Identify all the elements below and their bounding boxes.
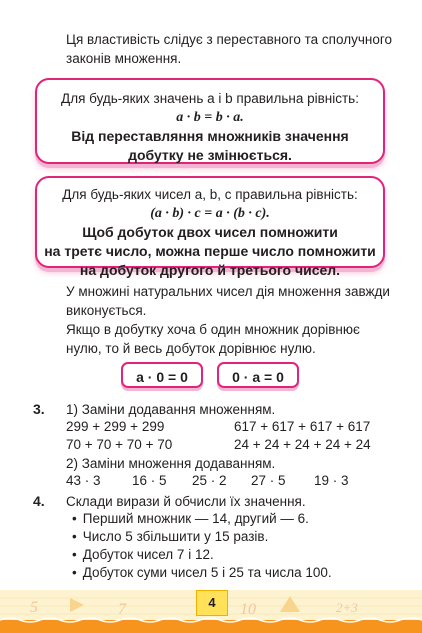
svg-text:10: 10 xyxy=(240,601,256,618)
rule-statement: Для будь-яких чисел a, b, c правильна рівність: xyxy=(62,187,358,202)
expression: 27 · 5 xyxy=(251,473,286,488)
rule-formula: a · b = b · a. xyxy=(176,110,244,125)
intro-text: Ця властивість слідує з переставного та сполучного законів множення. xyxy=(66,32,392,66)
expression: 25 · 2 xyxy=(192,473,227,488)
rule-box-commutative xyxy=(35,78,385,164)
expression: 70 + 70 + 70 + 70 xyxy=(66,437,173,452)
exercise-number-3: 3. xyxy=(33,401,45,417)
exercise-4-task: Склади вирази й обчисли їх значення. xyxy=(66,494,306,509)
svg-text:5: 5 xyxy=(30,599,38,616)
paragraph-natural-numbers: У множині натуральних чисел дія множення завжди виконується. xyxy=(66,284,390,318)
list-item: • Перший множник — 14, другий — 6. xyxy=(72,511,309,526)
expression: 617 + 617 + 617 + 617 xyxy=(234,419,371,434)
rule-text-line1: Щоб добуток двох чисел помножити xyxy=(82,224,338,240)
list-item: • Добуток чисел 7 і 12. xyxy=(72,547,214,562)
expression: 43 · 3 xyxy=(66,473,101,488)
page-number: 4 xyxy=(196,590,228,616)
list-item: • Число 5 збільшити у 15 разів. xyxy=(72,529,268,544)
expression: 16 · 5 xyxy=(132,473,167,488)
zero-rule-formula-2: 0 · a = 0 xyxy=(217,362,299,388)
exercise-3-task-2: 2) Заміни множення додаванням. xyxy=(66,456,276,471)
expression: 24 + 24 + 24 + 24 + 24 xyxy=(234,437,371,452)
rule-formula: (a · b) · c = a · (b · c). xyxy=(150,206,270,221)
rule-text-line1: Від переставляння множників значення xyxy=(71,128,349,144)
list-item: • Добуток суми чисел 5 і 25 та числа 100. xyxy=(72,565,332,580)
exercise-number-4: 4. xyxy=(33,493,45,509)
exercise-3-task-1: 1) Заміни додавання множенням. xyxy=(66,402,276,417)
expression: 19 · 3 xyxy=(314,473,349,488)
rule-text-line3: на добуток другого й третього чисел. xyxy=(79,262,341,278)
rule-statement: Для будь-яких значень a і b правильна рівність: xyxy=(61,91,359,106)
rule-text-line2: на третє число, можна перше число помножити xyxy=(44,243,376,259)
expression: 299 + 299 + 299 xyxy=(66,419,165,434)
rule-box-associative xyxy=(35,176,385,278)
paragraph-zero-factor: Якщо в добутку хоча б один множник дорівнює нулю, то й весь добуток дорівнює нулю. xyxy=(66,322,360,356)
svg-text:2+3: 2+3 xyxy=(336,600,358,615)
svg-text:7: 7 xyxy=(118,601,126,618)
zero-rule-formula-1: a · 0 = 0 xyxy=(121,362,203,388)
rule-text-line2: добутку не змінюється. xyxy=(128,147,292,163)
